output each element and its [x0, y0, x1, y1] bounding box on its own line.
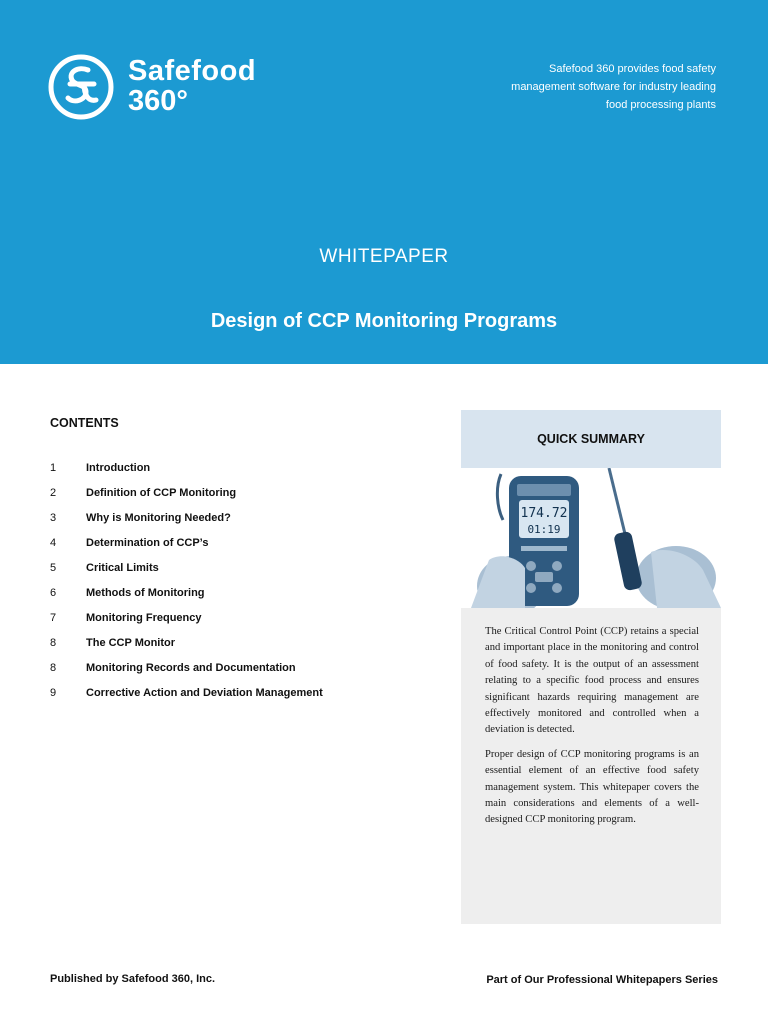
toc-number: 9	[50, 687, 57, 699]
brand-number: 360°	[128, 85, 188, 117]
tagline-line: Safefood 360 provides food safety	[549, 63, 716, 75]
brand-name: Safefood	[128, 55, 257, 87]
toc-item[interactable]	[50, 587, 430, 612]
thermometer-illustration	[461, 468, 721, 608]
toc-item[interactable]	[50, 537, 430, 562]
brand-logo[interactable]	[48, 54, 278, 120]
device-reading-bottom: 01:19	[527, 523, 561, 536]
toc-item[interactable]	[50, 637, 430, 662]
tagline-line: food processing plants	[605, 99, 716, 111]
toc-item[interactable]	[50, 512, 430, 537]
toc-label: Definition of CCP Monitoring	[86, 487, 237, 499]
toc-number: 7	[50, 612, 57, 624]
contents-heading: CONTENTS	[50, 416, 119, 430]
page-title: Design of CCP Monitoring Programs	[210, 310, 558, 332]
toc-label: Critical Limits	[86, 562, 159, 574]
footer-series: Part of Our Professional Whitepapers Series	[486, 974, 718, 986]
safefood-logo-icon	[48, 54, 114, 120]
toc-number: 8	[50, 637, 57, 649]
toc-label: Determination of CCP’s	[86, 537, 209, 549]
toc-item[interactable]	[50, 487, 430, 512]
toc-number: 4	[50, 537, 57, 549]
table-of-contents	[50, 462, 430, 712]
toc-label: Introduction	[86, 462, 151, 474]
toc-label: Methods of Monitoring	[86, 587, 205, 599]
toc-item[interactable]	[50, 662, 430, 687]
toc-number: 5	[50, 562, 57, 574]
toc-item[interactable]	[50, 687, 430, 712]
device-reading-top: 174.72	[520, 506, 568, 521]
summary-text	[485, 624, 699, 829]
toc-number: 6	[50, 587, 57, 599]
toc-item[interactable]	[50, 562, 430, 587]
summary-heading: QUICK SUMMARY	[461, 410, 721, 468]
tagline-line: management software for industry leading	[511, 81, 716, 93]
header-banner	[0, 0, 768, 364]
toc-number: 2	[50, 487, 57, 499]
tagline	[456, 60, 716, 114]
summary-paragraph: The Critical Control Point (CCP) retains a special and important place in the monitoring and control of food safety. It is the output of an assessment relating to a specific food process and ensures significant hazards requiring management are effectively monitored and controlled when a deviation is detected.	[485, 626, 699, 736]
toc-label: The CCP Monitor	[86, 637, 176, 649]
thermometer-photo	[461, 468, 721, 608]
quick-summary-panel	[461, 410, 721, 924]
toc-label: Why is Monitoring Needed?	[86, 512, 231, 524]
document-type: WHITEPAPER	[319, 246, 449, 267]
toc-number: 1	[50, 462, 57, 474]
toc-number: 8	[50, 662, 57, 674]
toc-label: Monitoring Frequency	[86, 612, 202, 624]
toc-label: Corrective Action and Deviation Management	[86, 687, 323, 699]
toc-label: Monitoring Records and Documentation	[86, 662, 296, 674]
summary-paragraph: Proper design of CCP monitoring programs is an essential element of an effective food safety management system. This whitepaper covers the main considerations and elements of a well-designed CCP monitoring program.	[485, 748, 699, 826]
footer-publisher: Published by Safefood 360, Inc.	[50, 973, 216, 985]
toc-item[interactable]	[50, 462, 430, 487]
toc-number: 3	[50, 512, 57, 524]
toc-item[interactable]	[50, 612, 430, 637]
